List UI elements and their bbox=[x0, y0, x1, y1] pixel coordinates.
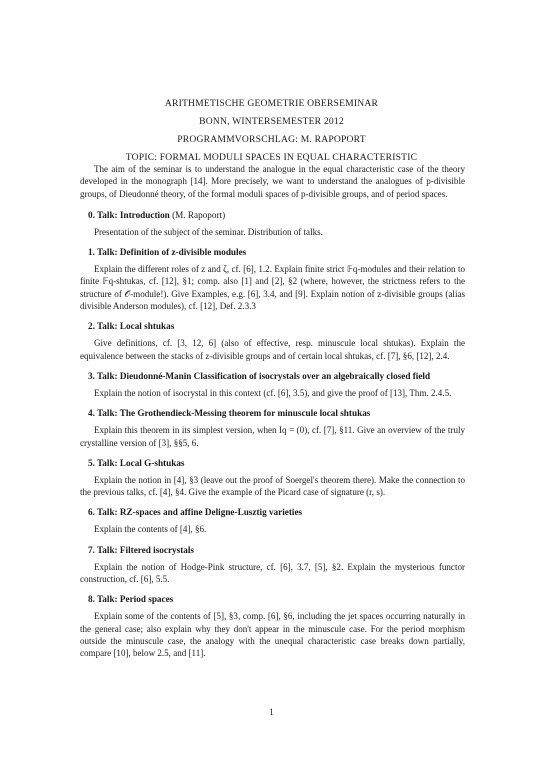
talk-heading bbox=[88, 320, 465, 332]
document-body bbox=[80, 163, 465, 668]
talk-section bbox=[80, 544, 465, 586]
location-semester: BONN, WINTERSEMESTER 2012 bbox=[199, 116, 344, 127]
talk-title: 1. Talk: Definition of z-divisible modules bbox=[88, 247, 247, 258]
talk-description: Explain the notion in [4], §3 (leave out the proof of Soergel's theorem there). Make the connection to the previous talks, cf. [4], §4. Give the example of the Picard case of signature (r, s). bbox=[80, 474, 465, 498]
talk-heading bbox=[88, 593, 465, 605]
talk-section bbox=[80, 593, 465, 659]
talk-title: 2. Talk: Local shtukas bbox=[88, 321, 175, 332]
talk-description: Explain the contents of [4], §6. bbox=[94, 524, 207, 535]
talk-heading bbox=[88, 370, 465, 382]
talk-description: Give definitions, cf. [3, 12, 6] (also of effective, resp. minuscule local shtukas). Explain the equivalence between the stacks of z-divisible groups and of certain local shtukas, cf. [7], §6, [12], 2.4. bbox=[80, 338, 465, 361]
talk-heading bbox=[88, 209, 465, 221]
talk-description: Explain the notion of isocrystal in this context (cf. [6], 3.5), and give the proof of [13], Thm. 2.4.5. bbox=[94, 387, 452, 398]
talk-heading bbox=[88, 506, 465, 518]
talk-heading bbox=[88, 246, 465, 258]
talk-speaker: (M. Rapoport) bbox=[172, 209, 226, 220]
talk-title: 4. Talk: The Grothendieck-Messing theorem for minuscule local shtukas bbox=[88, 408, 371, 419]
intro-paragraph: The aim of the seminar is to understand the analogue in the equal characteristic case of the theory developed in the monograph [14]. More precisely, we want to understand the analogues of p-divisible groups, of Dieudonné theory, of the formal moduli spaces of p-divisible groups, and of period spaces. bbox=[80, 164, 465, 199]
topic-line: TOPIC: FORMAL MODULI SPACES IN EQUAL CHARACTERISTIC bbox=[125, 152, 418, 163]
talk-title: 0. Talk: Introduction bbox=[88, 209, 170, 220]
talk-title: 3. Talk: Dieudonné-Manin Classification of isocrystals over an algebraically closed field bbox=[88, 370, 431, 381]
page-number: 1 bbox=[269, 707, 274, 717]
talk-section bbox=[80, 246, 465, 312]
talk-description: Presentation of the subject of the seminar. Distribution of talks. bbox=[94, 226, 323, 237]
talk-description: Explain the different roles of z and ζ, cf. [6], 1.2. Explain finite strict 𝔽q-modules and their relation to finite 𝔽q-shtukas, cf. [12], §1; comp. also [1] and [2], §2 (where, however, the strictness refers to the structure of 𝒪-module!). Give Examples, e.g. [6], 3.4, and [9]. Explain notion of z-divisible groups (alias divisible Anderson modules), cf. [12], Def. 2.3.3 bbox=[80, 264, 465, 312]
talk-heading bbox=[88, 407, 465, 419]
document-header bbox=[0, 95, 543, 167]
talk-section bbox=[80, 407, 465, 449]
talk-description: Explain this theorem in its simplest version, when Iq = (0), cf. [7], §11. Give an overview of the truly crystalline version of [3], §§5, 6. bbox=[80, 425, 465, 448]
talk-title: 6. Talk: RZ-spaces and affine Deligne-Lusztig varieties bbox=[88, 507, 303, 518]
talk-section bbox=[80, 370, 465, 399]
talk-section bbox=[80, 209, 465, 238]
talk-section bbox=[80, 320, 465, 362]
talk-heading bbox=[88, 457, 465, 469]
talk-title: 8. Talk: Period spaces bbox=[88, 594, 174, 605]
talk-section bbox=[80, 506, 465, 535]
talk-title: 5. Talk: Local G-shtukas bbox=[88, 457, 185, 468]
talk-section bbox=[80, 457, 465, 499]
program-proposal: PROGRAMMVORSCHLAG: M. RAPOPORT bbox=[177, 134, 366, 145]
seminar-title: ARITHMETISCHE GEOMETRIE OBERSEMINAR bbox=[164, 98, 379, 109]
talk-description: Explain the notion of Hodge-Pink structure, cf. [6], 3.7, [5], §2. Explain the mysterious functor construction, cf. [6], 5.5. bbox=[80, 561, 465, 585]
talk-title: 7. Talk: Filtered isocrystals bbox=[88, 544, 194, 555]
talk-heading bbox=[88, 544, 465, 556]
talk-description: Explain some of the contents of [5], §3, comp. [6], §6, including the jet spaces occurring naturally in the general case; also explain why they don't appear in the minuscule case. For the period morphism outside the minuscule case, the analogy with the unequal characteristic case breaks down partially, compare [10], below 2.5, and [11]. bbox=[80, 611, 465, 659]
